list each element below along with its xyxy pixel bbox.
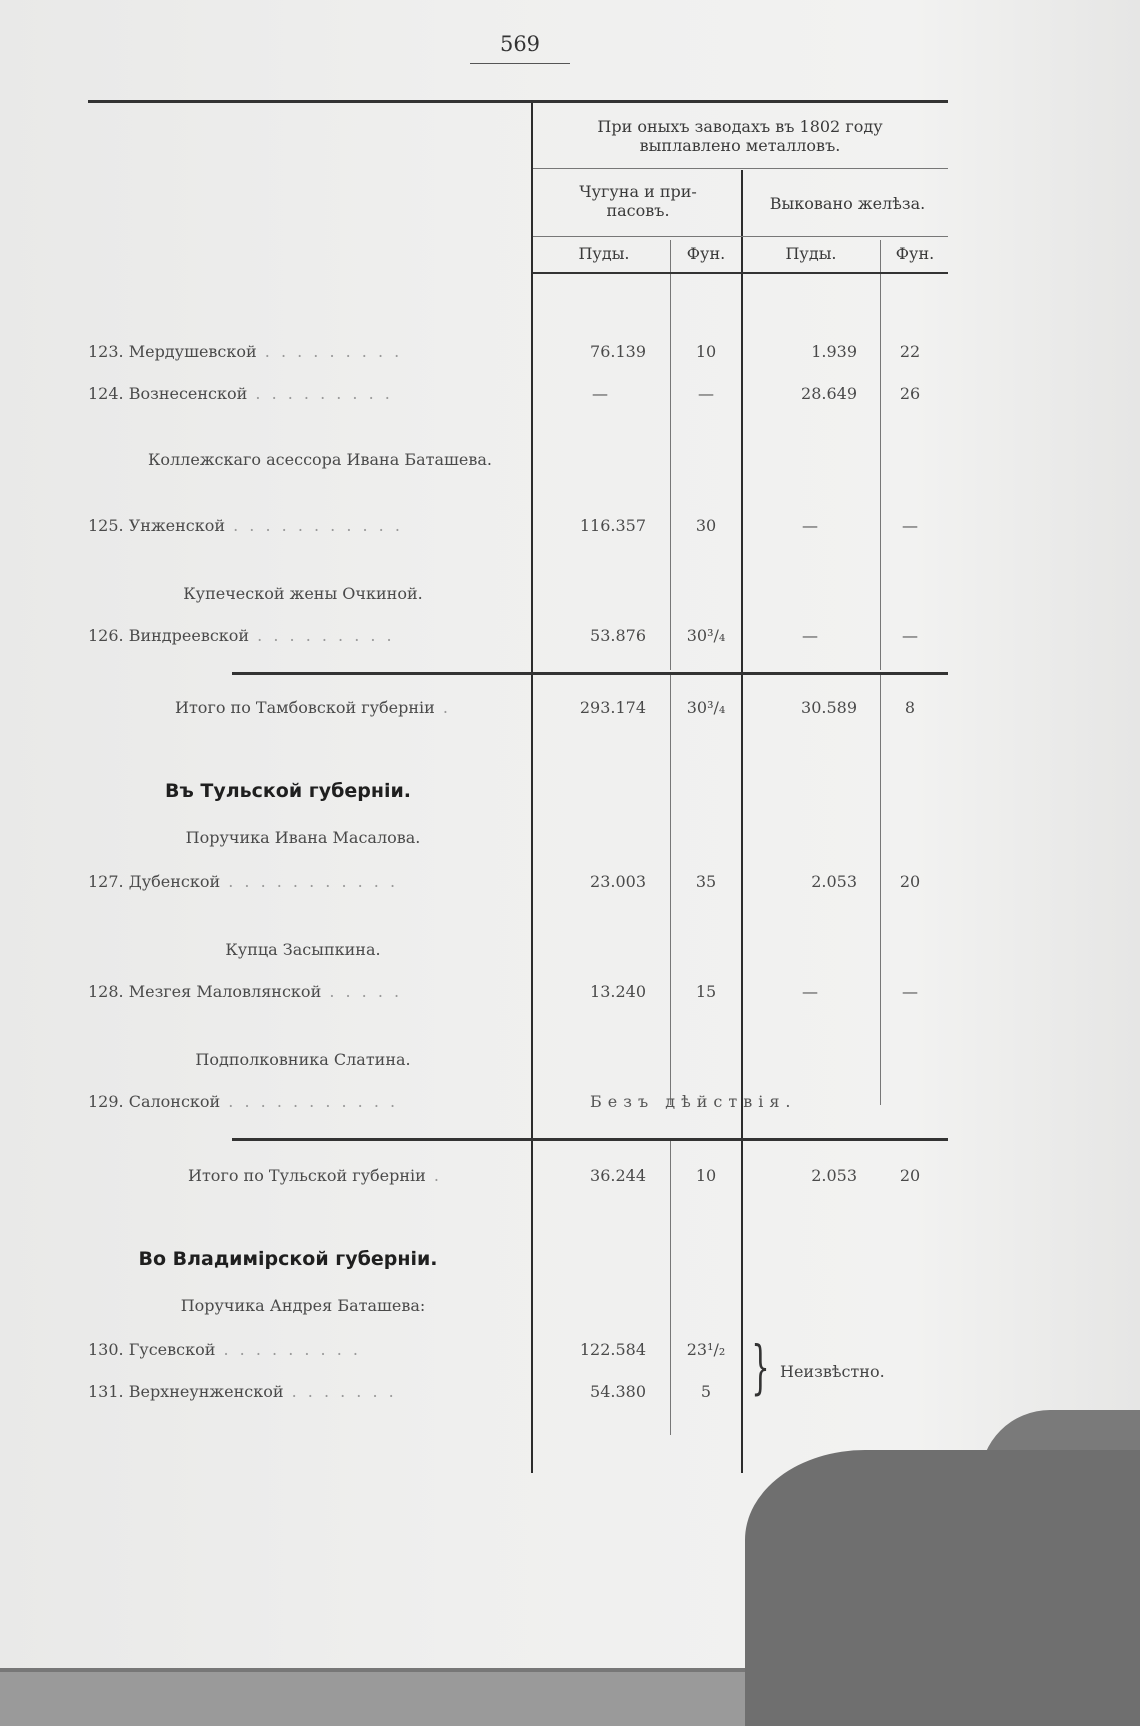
- cell-126-fun1: 30³/₄: [686, 626, 726, 645]
- header-group-cast-iron: Чугуна и при-пасовъ.: [579, 182, 697, 220]
- cell-total-tula-pud1: 36.244: [590, 1166, 646, 1185]
- cell-127-fun2: 20: [899, 872, 921, 891]
- cell-130-fun1: 23¹/₂: [686, 1340, 726, 1359]
- leader-dots: . . . . .: [321, 982, 403, 1001]
- row-label-text: 125. Унженской: [88, 516, 226, 535]
- header-sub-fun-2: Фун.: [895, 244, 935, 263]
- table-divider-groups: [741, 170, 743, 1473]
- cell-125-pud1: 116.357: [579, 516, 646, 535]
- row-label-text: 128. Мезгея Маловлянской: [88, 982, 322, 1001]
- cell-total-tambov-fun2: 8: [904, 698, 916, 717]
- cell-123-pud2: 1.939: [811, 342, 857, 361]
- table-top-rule: [88, 100, 948, 103]
- cell-127-pud1: 23.003: [590, 872, 646, 891]
- owner-masalov: Поручика Ивана Масалова.: [185, 828, 421, 847]
- leader-dots: . . . . . . . . . . .: [220, 1092, 399, 1111]
- table-divider-sub1b: [670, 675, 671, 1105]
- scan-shadow: [745, 1450, 1140, 1726]
- row-label-text: 131. Верхнеунженской: [88, 1382, 284, 1401]
- total-label-text: Итого по Тульской губерніи: [188, 1166, 426, 1185]
- leader-dots: .: [434, 698, 451, 717]
- row-label-125: [88, 516, 518, 535]
- row-label-text: 129. Салонской: [88, 1092, 221, 1111]
- owner-ochkina: Купеческой жены Очкиной.: [183, 584, 423, 603]
- cell-124-fun1: —: [698, 384, 714, 403]
- cell-total-tambov-fun1: 30³/₄: [686, 698, 726, 717]
- cell-123-fun1: 10: [695, 342, 717, 361]
- cell-131-fun1: 5: [700, 1382, 712, 1401]
- cell-126-pud2: —: [802, 626, 818, 645]
- total-rule-tula: [232, 1138, 948, 1141]
- header-main: При оныхъ заводахъ въ 1802 году выплавлено металловъ.: [597, 117, 883, 155]
- total-label-tula: [188, 1166, 520, 1185]
- cell-123-pud1: 76.139: [590, 342, 646, 361]
- header-rule-1: [533, 168, 948, 169]
- table-divider-sub1c: [670, 1140, 671, 1435]
- row-label-127: [88, 872, 518, 891]
- leader-dots: . . . . . . .: [283, 1382, 397, 1401]
- cell-127-fun1: 35: [695, 872, 717, 891]
- owner-batashev-andrey: Поручика Андрея Баташева:: [180, 1296, 426, 1315]
- cell-125-pud2: —: [802, 516, 818, 535]
- page-number-rule: [470, 63, 570, 64]
- row-label-124: [88, 384, 518, 403]
- cell-total-tula-pud2: 2.053: [811, 1166, 857, 1185]
- table-divider-sub3: [880, 240, 881, 670]
- cell-124-pud2: 28.649: [801, 384, 857, 403]
- owner-batashev-ivan: Коллежскаго асессора Ивана Баташева.: [148, 450, 492, 469]
- leader-dots: . . . . . . . . .: [247, 384, 393, 403]
- row-label-text: 124. Вознесенской: [88, 384, 248, 403]
- row-label-130: [88, 1340, 518, 1359]
- owner-slatin: Подполковника Слатина.: [195, 1050, 411, 1069]
- cell-125-fun2: —: [902, 516, 918, 535]
- table-divider-sub1: [670, 240, 671, 670]
- cell-130-pud1: 122.584: [579, 1340, 646, 1359]
- cell-total-tambov-pud1: 293.174: [579, 698, 646, 717]
- brace-icon: }: [751, 1333, 770, 1401]
- leader-dots: .: [425, 1166, 442, 1185]
- cell-124-fun2: 26: [899, 384, 921, 403]
- cell-126-pud1: 53.876: [590, 626, 646, 645]
- cell-129-merged: Безъ дѣйствія.: [590, 1092, 797, 1111]
- owner-zasypkin: Купца Засыпкина.: [225, 940, 381, 959]
- cell-125-fun1: 30: [695, 516, 717, 535]
- row-label-126: [88, 626, 518, 645]
- header-sub-pud-2: Пуды.: [785, 244, 837, 263]
- row-label-128: [88, 982, 518, 1001]
- cell-128-pud2: —: [802, 982, 818, 1001]
- cell-130-131-merged: Неизвѣстно.: [780, 1362, 885, 1381]
- leader-dots: . . . . . . . . . . .: [220, 872, 399, 891]
- page-number: 569: [499, 32, 541, 56]
- cell-131-pud1: 54.380: [590, 1382, 646, 1401]
- cell-128-fun1: 15: [695, 982, 717, 1001]
- total-label-tambov: [175, 698, 520, 717]
- section-title-tula: Въ Тульской губерніи.: [164, 780, 412, 802]
- leader-dots: . . . . . . . . .: [256, 342, 403, 361]
- section-title-vladimir: Во Владимірской губерніи.: [138, 1248, 438, 1270]
- header-rule-3: [533, 272, 948, 274]
- cell-total-tula-fun2: 20: [899, 1166, 921, 1185]
- leader-dots: . . . . . . . . .: [249, 626, 395, 645]
- row-label-text: 130. Гусевской: [88, 1340, 216, 1359]
- cell-128-pud1: 13.240: [590, 982, 646, 1001]
- leader-dots: . . . . . . . . . . .: [225, 516, 403, 535]
- table-divider-labels: [531, 103, 533, 1473]
- header-sub-fun-1: Фун.: [686, 244, 726, 263]
- total-label-text: Итого по Тамбовской губерніи: [175, 698, 435, 717]
- row-label-129: [88, 1092, 518, 1111]
- cell-124-pud1: —: [592, 384, 608, 403]
- cell-126-fun2: —: [902, 626, 918, 645]
- cell-128-fun2: —: [902, 982, 918, 1001]
- row-label-text: 126. Виндреевской: [88, 626, 250, 645]
- header-group-forged-iron: Выковано желѣза.: [769, 194, 926, 213]
- leader-dots: . . . . . . . . .: [215, 1340, 361, 1359]
- cell-total-tambov-pud2: 30.589: [801, 698, 857, 717]
- row-label-123: [88, 342, 518, 361]
- cell-total-tula-fun1: 10: [695, 1166, 717, 1185]
- scan-bottom-band: [0, 1672, 745, 1726]
- total-rule-tambov: [232, 672, 948, 675]
- row-label-text: 127. Дубенской: [88, 872, 221, 891]
- header-sub-pud-1: Пуды.: [578, 244, 630, 263]
- row-label-131: [88, 1382, 518, 1401]
- header-rule-2: [533, 236, 948, 237]
- row-label-text: 123. Мердушевской: [88, 342, 257, 361]
- cell-127-pud2: 2.053: [811, 872, 857, 891]
- cell-123-fun2: 22: [899, 342, 921, 361]
